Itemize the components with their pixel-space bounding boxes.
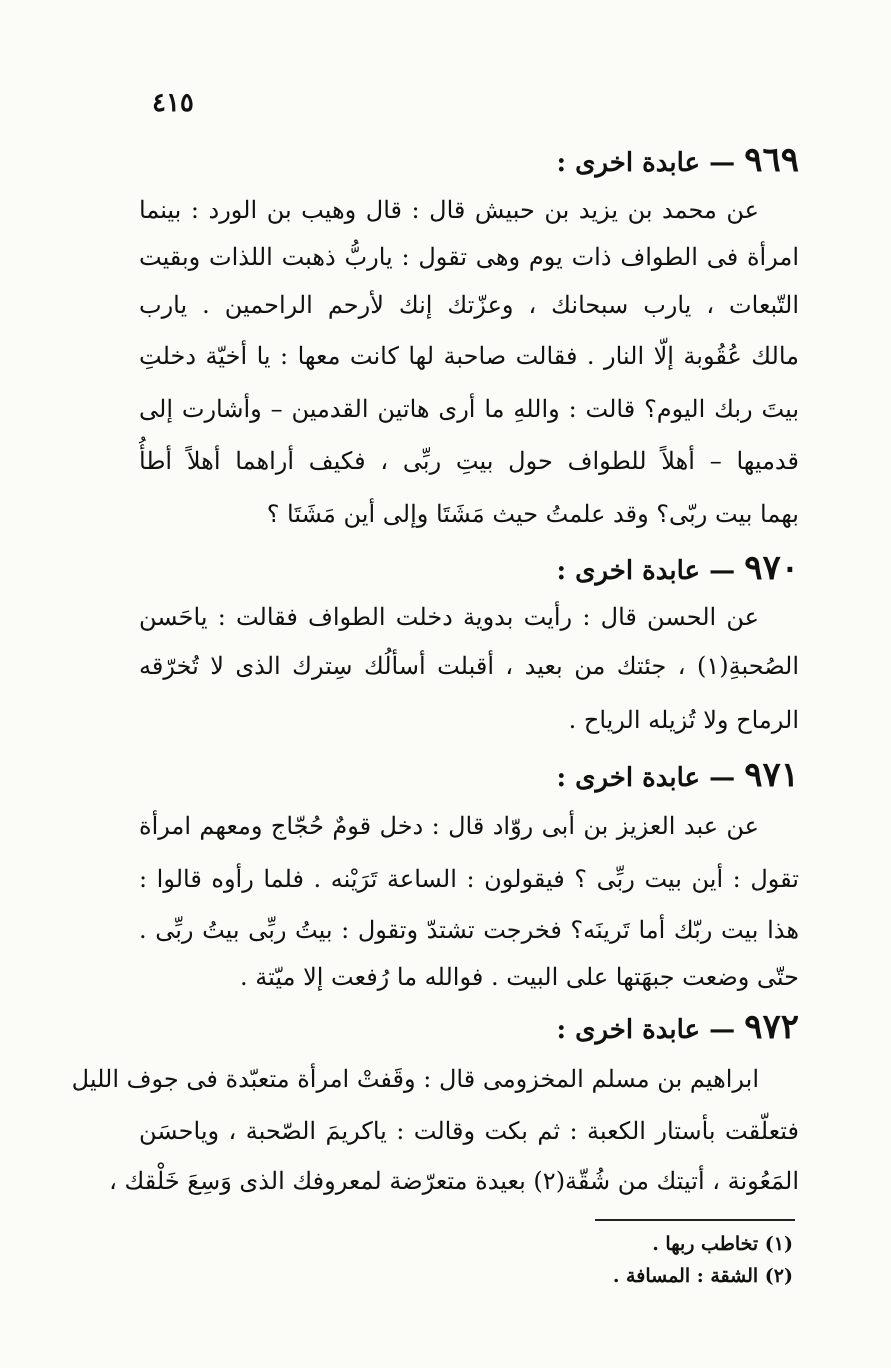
section-title: عابدة اخرى : — [556, 148, 701, 178]
section-number: ٩٧١ — [744, 755, 799, 795]
text-line: بيتَ ربك اليوم؟ قالت : واللهِ ما أرى هاتين القدمين – وأشارت إلى — [139, 395, 799, 423]
section-heading-971 — [99, 755, 799, 795]
page-number: ٤١٥ — [152, 88, 194, 118]
text-line: امرأة فى الطواف ذات يوم وهى تقول : ياربُّ ذهبت اللذات وبقيت — [139, 243, 799, 271]
footnote-divider — [595, 1219, 795, 1221]
text-line: عن الحسن قال : رأيت بدوية دخلت الطواف فقالت : ياحَسن — [139, 603, 759, 631]
heading-dash: — — [700, 1015, 736, 1045]
section-title: عابدة اخرى : — [556, 1015, 701, 1045]
text-line: الصُحبةِ(١) ، جئتك من بعيد ، أقبلت أسألُك سِترك الذى لا تُخرّقه — [139, 652, 799, 680]
text-line: التّبعات ، يارب سبحانك ، وعزّتك إنك لأرحم الراحمين . يارب — [139, 291, 799, 319]
text-line: حتّى وضعت جبهَتها على البيت . فوالله ما رُفعت إلا ميّتة . — [239, 963, 799, 991]
text-line: مالك عُقُوبة إلّا النار . فقالت صاحبة لها كانت معها : يا أخيّة دخلتِ — [139, 342, 799, 370]
section-number: ٩٧٢ — [744, 1007, 799, 1047]
text-line: بهما بيت ربّى؟ وقد علمتُ حيث مَشَتَا وإلى أين مَشَتَا ؟ — [266, 500, 799, 528]
heading-dash: — — [700, 556, 736, 586]
section-title: عابدة اخرى : — [556, 556, 701, 586]
section-heading-969 — [99, 140, 799, 180]
footnote-2: (٢) الشقة : المسافة . — [612, 1265, 793, 1287]
text-line: عن عبد العزيز بن أبى روّاد قال : دخل قومٌ حُجّاج ومعهم امرأة — [139, 812, 759, 840]
section-number: ٩٦٩ — [744, 140, 799, 180]
text-line: ابراهيم بن مسلم المخزومى قال : وقَفتْ امرأة متعبّدة فى جوف الليل — [71, 1065, 759, 1093]
text-line: هذا بيت ربّك أما تَرينَه؟ فخرجت تشتدّ وتقول : بيتُ ربِّى بيتُ ربِّى . — [139, 916, 799, 944]
footnote-1: (١) تخاطب ربها . — [652, 1233, 793, 1255]
section-heading-970 — [99, 548, 799, 588]
section-number: ٩٧٠ — [744, 548, 799, 588]
text-line: عن محمد بن يزيد بن حبيش قال : قال وهيب بن الورد : بينما — [139, 196, 759, 224]
text-line: المَعُونة ، أتيتك من شُقّة(٢) بعيدة متعرّضة لمعروفك الذى وَسِعَ خَلْقك ، — [109, 1167, 799, 1195]
text-line: فتعلّقت بأستار الكعبة : ثم بكت وقالت : ياكريمَ الصّحبة ، وياحسَن — [139, 1117, 799, 1145]
text-line: الرماح ولا تُزيله الرياح . — [568, 706, 799, 734]
section-title: عابدة اخرى : — [556, 763, 701, 793]
text-line: قدميها – أهلاً للطواف حول بيتِ ربِّى ، فكيف أراهما أهلاً أطأُ — [139, 447, 799, 475]
heading-dash: — — [700, 148, 736, 178]
heading-dash: — — [700, 763, 736, 793]
section-heading-972 — [99, 1007, 799, 1047]
text-line: تقول : أين بيت ربِّى ؟ فيقولون : الساعة تَرَيْنه . فلما رأوه قالوا : — [139, 865, 799, 893]
